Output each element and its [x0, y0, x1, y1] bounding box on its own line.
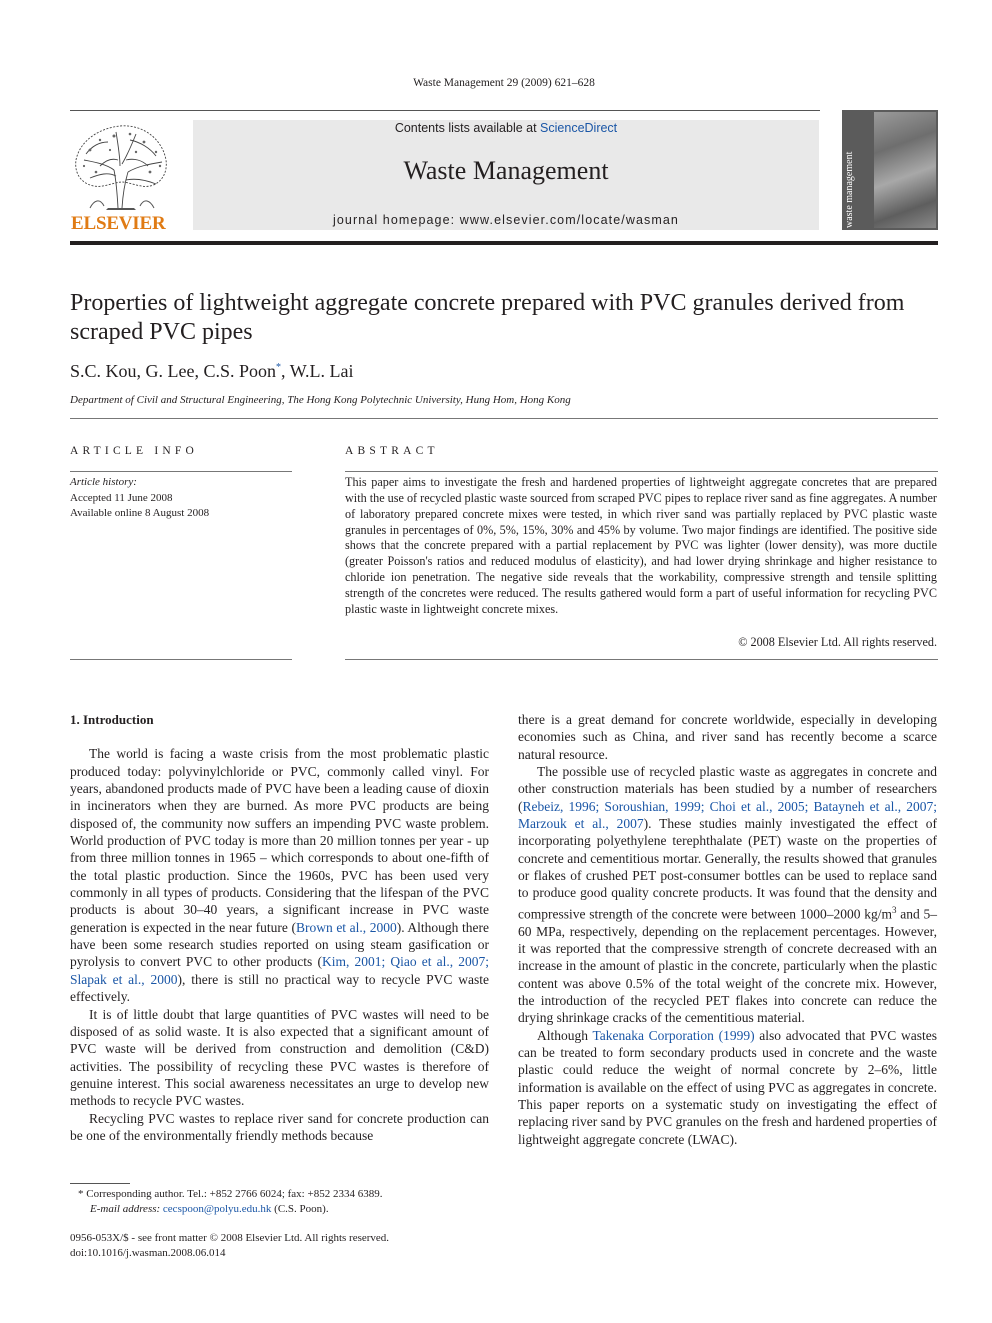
- para-text: The possible use of recycled plastic waste as aggregates in concrete and other construction materials has been studied by a number of researchers (: [518, 764, 937, 814]
- citation-link[interactable]: Rebeiz, 1996; Soroushian, 1999; Choi et al., 2005; Batayneh et al., 2007; Marzouk et al., 2007: [518, 798, 937, 832]
- journal-name: Waste Management: [403, 156, 609, 185]
- para-text: ). These studies mainly investigated the effect of incorporating polyethylene terephthalate (PET) waste on the properties of concrete and cementitious mortar. Generally, the results showed that granules or flakes of crushed PET post-consumer bottles can be used to replace sand to produce good quality concrete products. It was found that the density and compressive strength of the concrete were between 1000–2000 kg/m: [518, 816, 937, 922]
- affiliation: Department of Civil and Structural Engineering, The Hong Kong Polytechnic University, Hung Hom, Hong Kong: [70, 394, 571, 406]
- issn-line: 0956-053X/$ - see front matter © 2008 Elsevier Ltd. All rights reserved.: [70, 1232, 390, 1244]
- history-label: Article history:: [70, 476, 137, 488]
- abstract-text: This paper aims to investigate the fresh and hardened properties of lightweight aggregate concretes that are prepared with the use of recycled plastic waste sourced from scraped PVC pipes to replace river sand as fine aggregates. A number of laboratory prepared concrete mixes were tested, in which river sand was partially replaced by PVC plastic waste granules in percentages of 0%, 5%, 15%, 30% and 45% by volume. Two major findings are identified. The positive side shows that the concrete prepared with a partial replacement by PVC was lighter (lower density), was more ductile (greater Poisson's ratios and reduced modulus of elasticity), and had lower drying shrinkage and higher resistance to chloride ion penetration. The negative side reveals that the workability, compressive strength and tensile splitting strength of the concretes were reduced. The results gathered would form a part of useful information for recycling PVC plastic waste in lightweight concrete mixes.: [345, 475, 937, 616]
- online-date: Available online 8 August 2008: [70, 507, 210, 519]
- abstract-bottom-rule: [345, 659, 938, 660]
- masthead-bottom-rule: [70, 241, 938, 245]
- journal-masthead: [193, 120, 819, 230]
- para-text: ). Although there have been some research studies reported on using steam gasification or pyrolysis to convert PVC to other products (: [70, 919, 489, 970]
- intro-paragraph-1: [70, 745, 489, 1005]
- citation-link[interactable]: Brown et al., 2000: [295, 919, 397, 935]
- intro-paragraph-2: It is of little doubt that large quantities of PVC wastes will need to be disposed of as solid waste. It is also expected that a significant amount of PVC waste will be derived from construction and demolition (C&D) activities. The possibility of recycling these PVC wastes is therefore of genuine interest. This social awareness necessitates an urge to develop new methods to recycle PVC wastes.: [70, 1006, 489, 1109]
- elsevier-wordmark: ELSEVIER: [71, 213, 166, 234]
- para-text: The world is facing a waste crisis from the most problematic plastic produced today: polyvinylchloride or PVC, commonly called vinyl. For years, abandoned products made of PVC have been a leading cause of dioxin in incinerators when they are burned. As more PVC products are being disposed of, the community now suffers an impending PVC waste problem. World production of PVC today is more than 20 million tonnes per year - up from three million tonnes in 1965 – which corresponds to about one-fifth of the total plastic production. Since the 1960s, PVC has been used very commonly in all types of products. Considering that the lifespan of the PVC products is about 30–40 years, a significant increase in PVC waste generation is expected in the near future (: [70, 746, 489, 935]
- para-text: ), there is still no practical way to recycle PVC waste effectively.: [70, 971, 489, 1005]
- footnote-contact: Corresponding author. Tel.: +852 2766 6024; fax: +852 2334 6389.: [83, 1188, 383, 1200]
- cover-title: waste management: [844, 151, 855, 228]
- title-rule: [70, 418, 938, 419]
- intro-paragraph-4: [518, 763, 937, 1027]
- corresponding-author-footnote: [70, 1187, 382, 1216]
- email-owner: (C.S. Poon).: [271, 1202, 329, 1215]
- para-text: also advocated that PVC wastes can be treated to form secondary products used in concrete and the waste plastic could reduce the weight of normal concrete by 2–6%, little information is available on the effect of using PVC as aggregates in concrete. This paper reports on a systematic study on investigating the effect of replacing river sand by PVC granules on the fresh and hardened properties of lightweight aggregate concrete (LWAC).: [518, 1027, 937, 1147]
- citation-link[interactable]: Kim, 2001; Qiao et al., 2007; Slapak et al., 2000: [70, 954, 489, 987]
- footnote-marker: *: [78, 1188, 84, 1200]
- section-heading-introduction: 1. Introduction: [70, 712, 154, 727]
- article-info-rule: [70, 471, 292, 472]
- email-link[interactable]: cecspoon@polyu.edu.hk: [162, 1202, 272, 1215]
- body-left-column: [70, 711, 489, 1144]
- footnote-rule: [70, 1183, 130, 1184]
- intro-paragraph-3: Recycling PVC wastes to replace river sand for concrete production can be one of the environmentally friendly methods because: [70, 1110, 489, 1143]
- masthead-top-rule: [70, 110, 820, 111]
- para-text: Although: [537, 1027, 593, 1043]
- article-title: Properties of lightweight aggregate concrete prepared with PVC granules derived from scraped PVC pipes: [70, 290, 905, 345]
- sciencedirect-link[interactable]: ScienceDirect: [540, 121, 618, 135]
- email-label: E-mail address:: [90, 1202, 161, 1215]
- body-right-column: [518, 711, 937, 1148]
- article-info-bottom-rule: [70, 659, 292, 660]
- article-history: [70, 475, 209, 522]
- author-list: [70, 361, 354, 382]
- citation-link[interactable]: Takenaka Corporation (1999): [592, 1027, 755, 1043]
- journal-cover-image: [842, 110, 938, 230]
- intro-paragraph-5: [518, 1027, 937, 1148]
- para-text: and 5–60 MPa, respectively, depending on the replacement percentages. However, it was reported that the compressive strength of concrete decreased with an increase in the amount of plastic in the concrete, particularly when the plastic content was above 0.5% of the total weight of the concrete mix. However, the introduction of the recycled PET flakes into concrete can reduce the drying shrinkage cracks of the cementitious material.: [518, 906, 937, 1026]
- running-header: Waste Management 29 (2009) 621–628: [413, 77, 595, 89]
- superscript: 3: [892, 904, 897, 915]
- abstract-heading: ABSTRACT: [345, 445, 439, 457]
- authors-last: , W.L. Lai: [281, 361, 354, 381]
- cover-artwork: [874, 112, 936, 228]
- journal-homepage[interactable]: journal homepage: www.elsevier.com/locate/wasman: [332, 213, 679, 227]
- contents-prefix: Contents lists available at: [394, 121, 541, 135]
- corresponding-author-marker[interactable]: *: [276, 362, 282, 373]
- accepted-date: Accepted 11 June 2008: [70, 491, 173, 504]
- intro-paragraph-3-continued: there is a great demand for concrete worldwide, especially in developing economies such as China, and river sand has recently become a scarce natural resource.: [518, 712, 937, 762]
- front-matter-note: [70, 1231, 389, 1260]
- contents-line: [193, 121, 819, 135]
- doi-line[interactable]: doi:10.1016/j.wasman.2008.06.014: [70, 1246, 226, 1259]
- abstract-rule: [345, 471, 938, 472]
- authors-first: S.C. Kou, G. Lee, C.S. Poon: [70, 361, 277, 381]
- article-info-heading: ARTICLE INFO: [70, 445, 198, 457]
- copyright-notice: © 2008 Elsevier Ltd. All rights reserved.: [738, 635, 937, 649]
